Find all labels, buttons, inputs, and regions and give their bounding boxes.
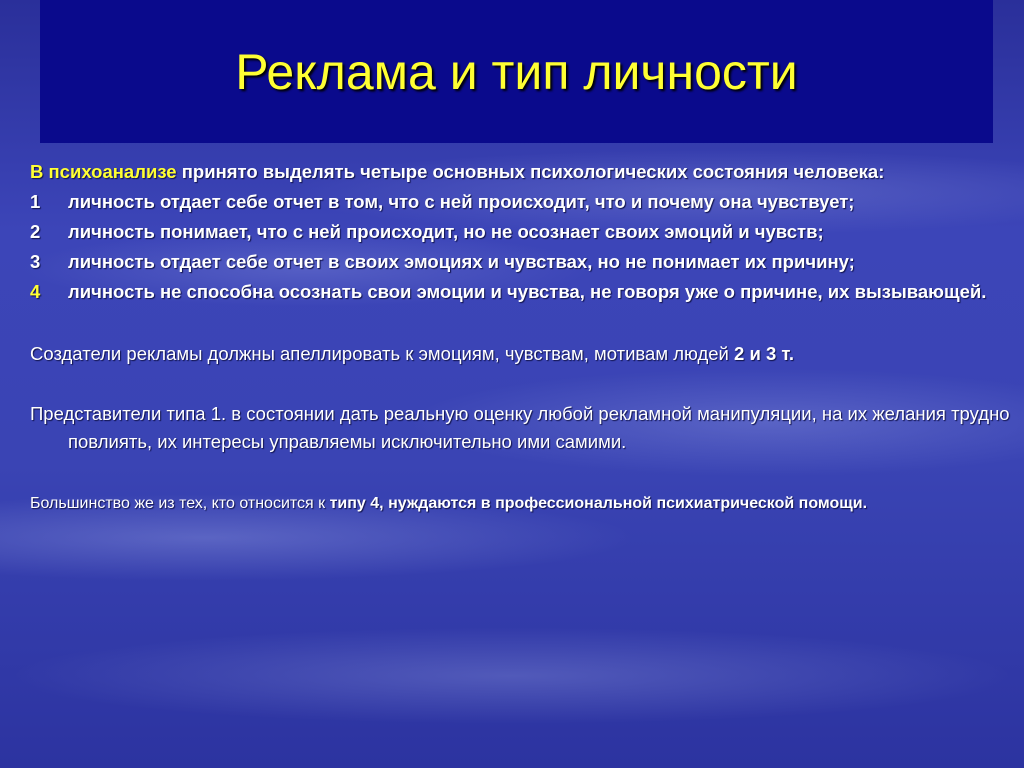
title-box: [40, 0, 993, 143]
intro-text: принято выделять четыре основных психологических состояния человека:: [176, 161, 885, 182]
intro-highlight: В психоанализе: [30, 161, 177, 182]
slide-title: Реклама и тип личности: [235, 43, 798, 100]
majority-text: Большинство же из тех, кто относится к: [30, 495, 330, 512]
list-item-text: личность не способна осознать свои эмоции и чувства, не говоря уже о причине, их вызывающей.: [68, 281, 987, 302]
creators-text: Создатели рекламы должны апеллировать к эмоциям, чувствам, мотивам людей: [30, 343, 735, 364]
list-item-number: 3: [30, 251, 41, 272]
list-item-number: 4: [30, 281, 41, 302]
list-item-number: 1: [30, 191, 41, 212]
list-item-text: личность понимает, что с ней происходит, но не осознает своих эмоций и чувств;: [68, 221, 824, 242]
creators-paragraph: [0, 340, 1024, 368]
list-item-2: [0, 218, 1024, 246]
creators-bold: 2 и 3 т.: [734, 343, 794, 364]
list-item-3: [0, 248, 1024, 276]
list-item-1: [0, 188, 1024, 216]
majority-bold: типу 4, нуждаются в профессиональной психиатрической помощи.: [329, 495, 868, 512]
list-item-number: 2: [30, 221, 41, 242]
majority-paragraph: [0, 490, 1024, 518]
type1-paragraph: Представители типа 1. в состоянии дать реальную оценку любой рекламной манипуляции, на их желания трудно повлиять, их интересы управляемы исключительно ими самими.: [30, 403, 1010, 452]
slide-body: [0, 158, 1024, 518]
list-item-text: личность отдает себе отчет в том, что с ней происходит, что и почему она чувствует;: [68, 191, 855, 212]
list-item-text: личность отдает себе отчет в своих эмоциях и чувствах, но не понимает их причину;: [68, 251, 855, 272]
list-item-4: [0, 278, 1024, 306]
intro-paragraph: [0, 158, 1024, 186]
